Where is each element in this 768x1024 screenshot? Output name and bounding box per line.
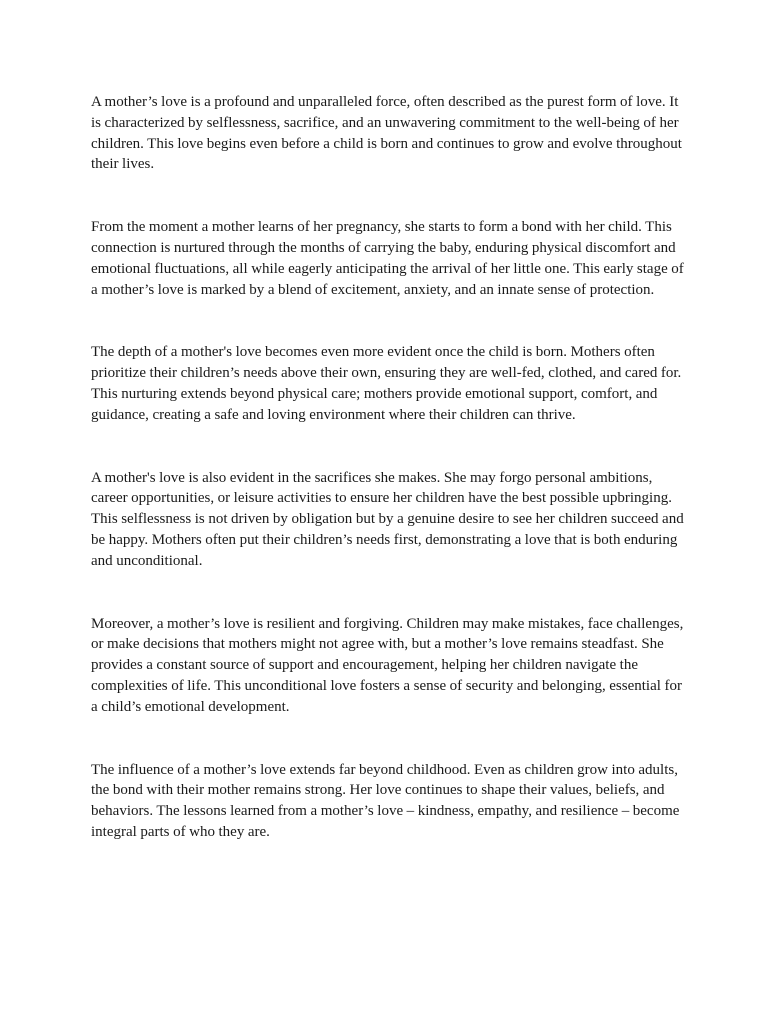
paragraph-2: From the moment a mother learns of her pregnancy, she starts to form a bond with her child. This connection is nurtured through the months of carrying the baby, enduring physical discomfort and emotional fluctuations, all while eagerly anticipating the arrival of her little one. This early stage of a mother’s love is marked by a blend of excitement, anxiety, and an innate sense of protection. bbox=[91, 219, 684, 298]
paragraph-1: A mother’s love is a profound and unparalleled force, often described as the purest form of love. It is characterized by selflessness, sacrifice, and an unwavering commitment to the well-being of her children. This love begins even before a child is born and continues to grow and evolve throughout their lives. bbox=[91, 94, 682, 173]
paragraph-4: A mother's love is also evident in the sacrifices she makes. She may forgo personal ambitions, career opportunities, or leisure activities to ensure her children have the best possible upbringing. This selflessness is not driven by obligation but by a genuine desire to see her children succeed and be happy. Mothers often put their children’s needs first, demonstrating a love that is both enduring and unconditional. bbox=[91, 469, 684, 569]
paragraph-3: The depth of a mother's love becomes even more evident once the child is born. Mothers often prioritize their children’s needs above their own, ensuring they are well-fed, clothed, and cared for. This nurturing extends beyond physical care; mothers provide emotional support, comfort, and guidance, creating a safe and loving environment where their children can thrive. bbox=[91, 344, 682, 423]
paragraph-5: Moreover, a mother’s love is resilient and forgiving. Children may make mistakes, face challenges, or make decisions that mothers might not agree with, but a mother’s love remains steadfast. She provides a constant source of support and encouragement, helping her children navigate the complexities of life. This unconditional love fosters a sense of security and belonging, essential for a child’s emotional development. bbox=[91, 615, 684, 715]
paragraph-6: The influence of a mother’s love extends far beyond childhood. Even as children grow into adults, the bond with their mother remains strong. Her love continues to shape their values, beliefs, and behaviors. The lessons learned from a mother’s love – kindness, empathy, and resilience – become integral parts of who they are. bbox=[91, 761, 680, 840]
